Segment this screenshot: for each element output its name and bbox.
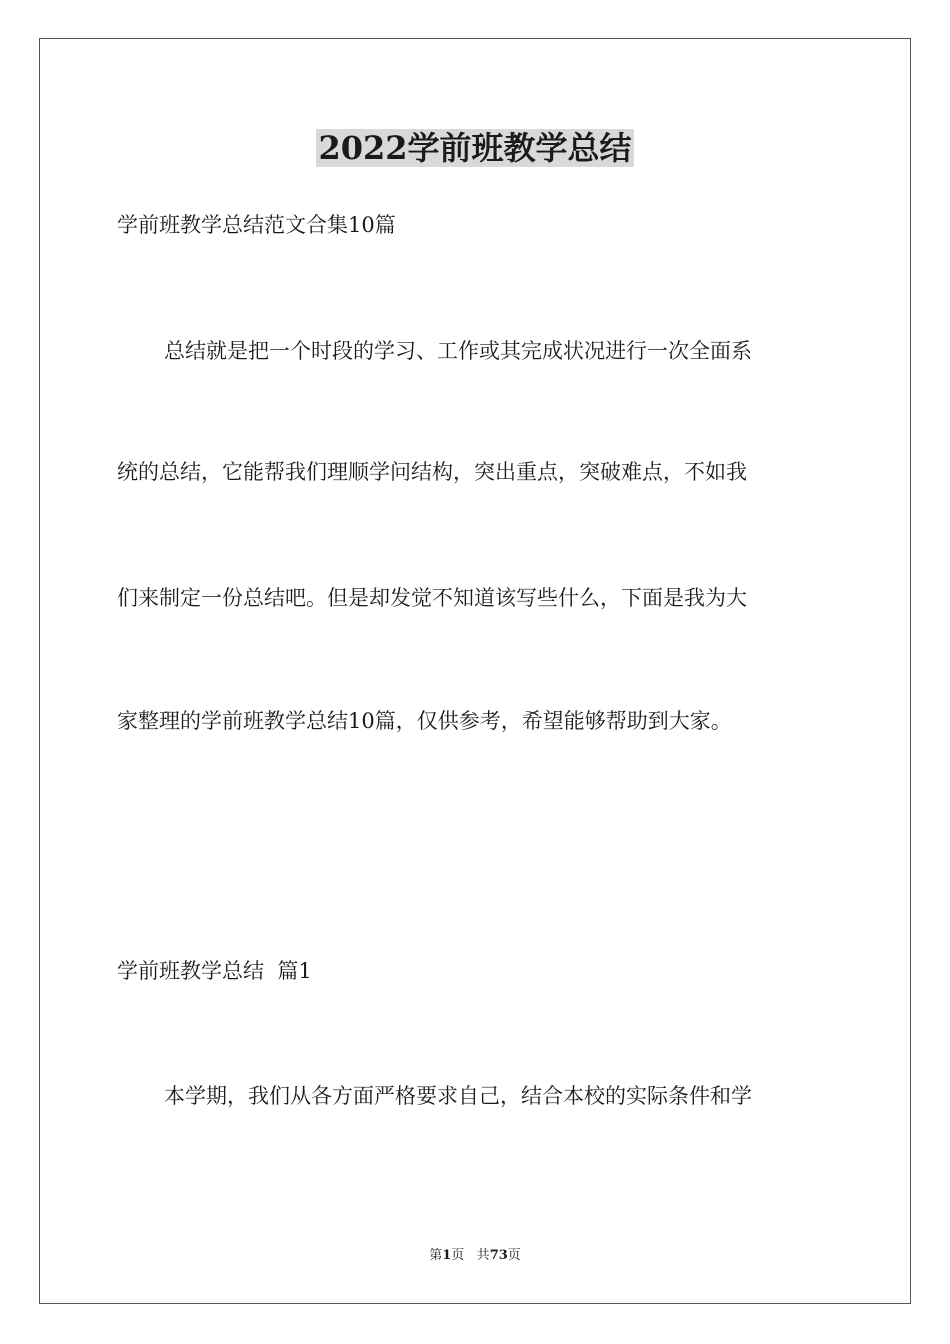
intro-line-1: 总结就是把一个时段的学习、工作或其完成状况进行一次全面系	[164, 339, 752, 363]
footer-total-prefix: 共	[476, 1248, 490, 1263]
section-first-line: 本学期，我们从各方面严格要求自己，结合本校的实际条件和学	[164, 1084, 752, 1108]
page-footer	[0, 1247, 950, 1265]
footer-page-current: 1	[442, 1248, 452, 1263]
title-text: 2022学前班教学总结	[318, 129, 632, 167]
intro-line-2: 统的总结，它能帮我们理顺学问结构，突出重点，突破难点，不如我	[117, 460, 747, 484]
document-title	[0, 126, 950, 170]
footer-page-suffix: 页	[451, 1248, 465, 1263]
intro-line-3: 们来制定一份总结吧。但是却发觉不知道该写些什么，下面是我为大	[117, 586, 747, 610]
footer-total-suffix: 页	[507, 1248, 521, 1263]
footer-page-prefix: 第	[429, 1248, 443, 1263]
document-subtitle: 学前班教学总结范文合集10篇	[117, 213, 396, 237]
section-heading: 学前班教学总结 篇1	[117, 959, 312, 983]
intro-line-4: 家整理的学前班教学总结10篇，仅供参考，希望能够帮助到大家。	[117, 709, 732, 733]
footer-page-total: 73	[489, 1248, 508, 1263]
